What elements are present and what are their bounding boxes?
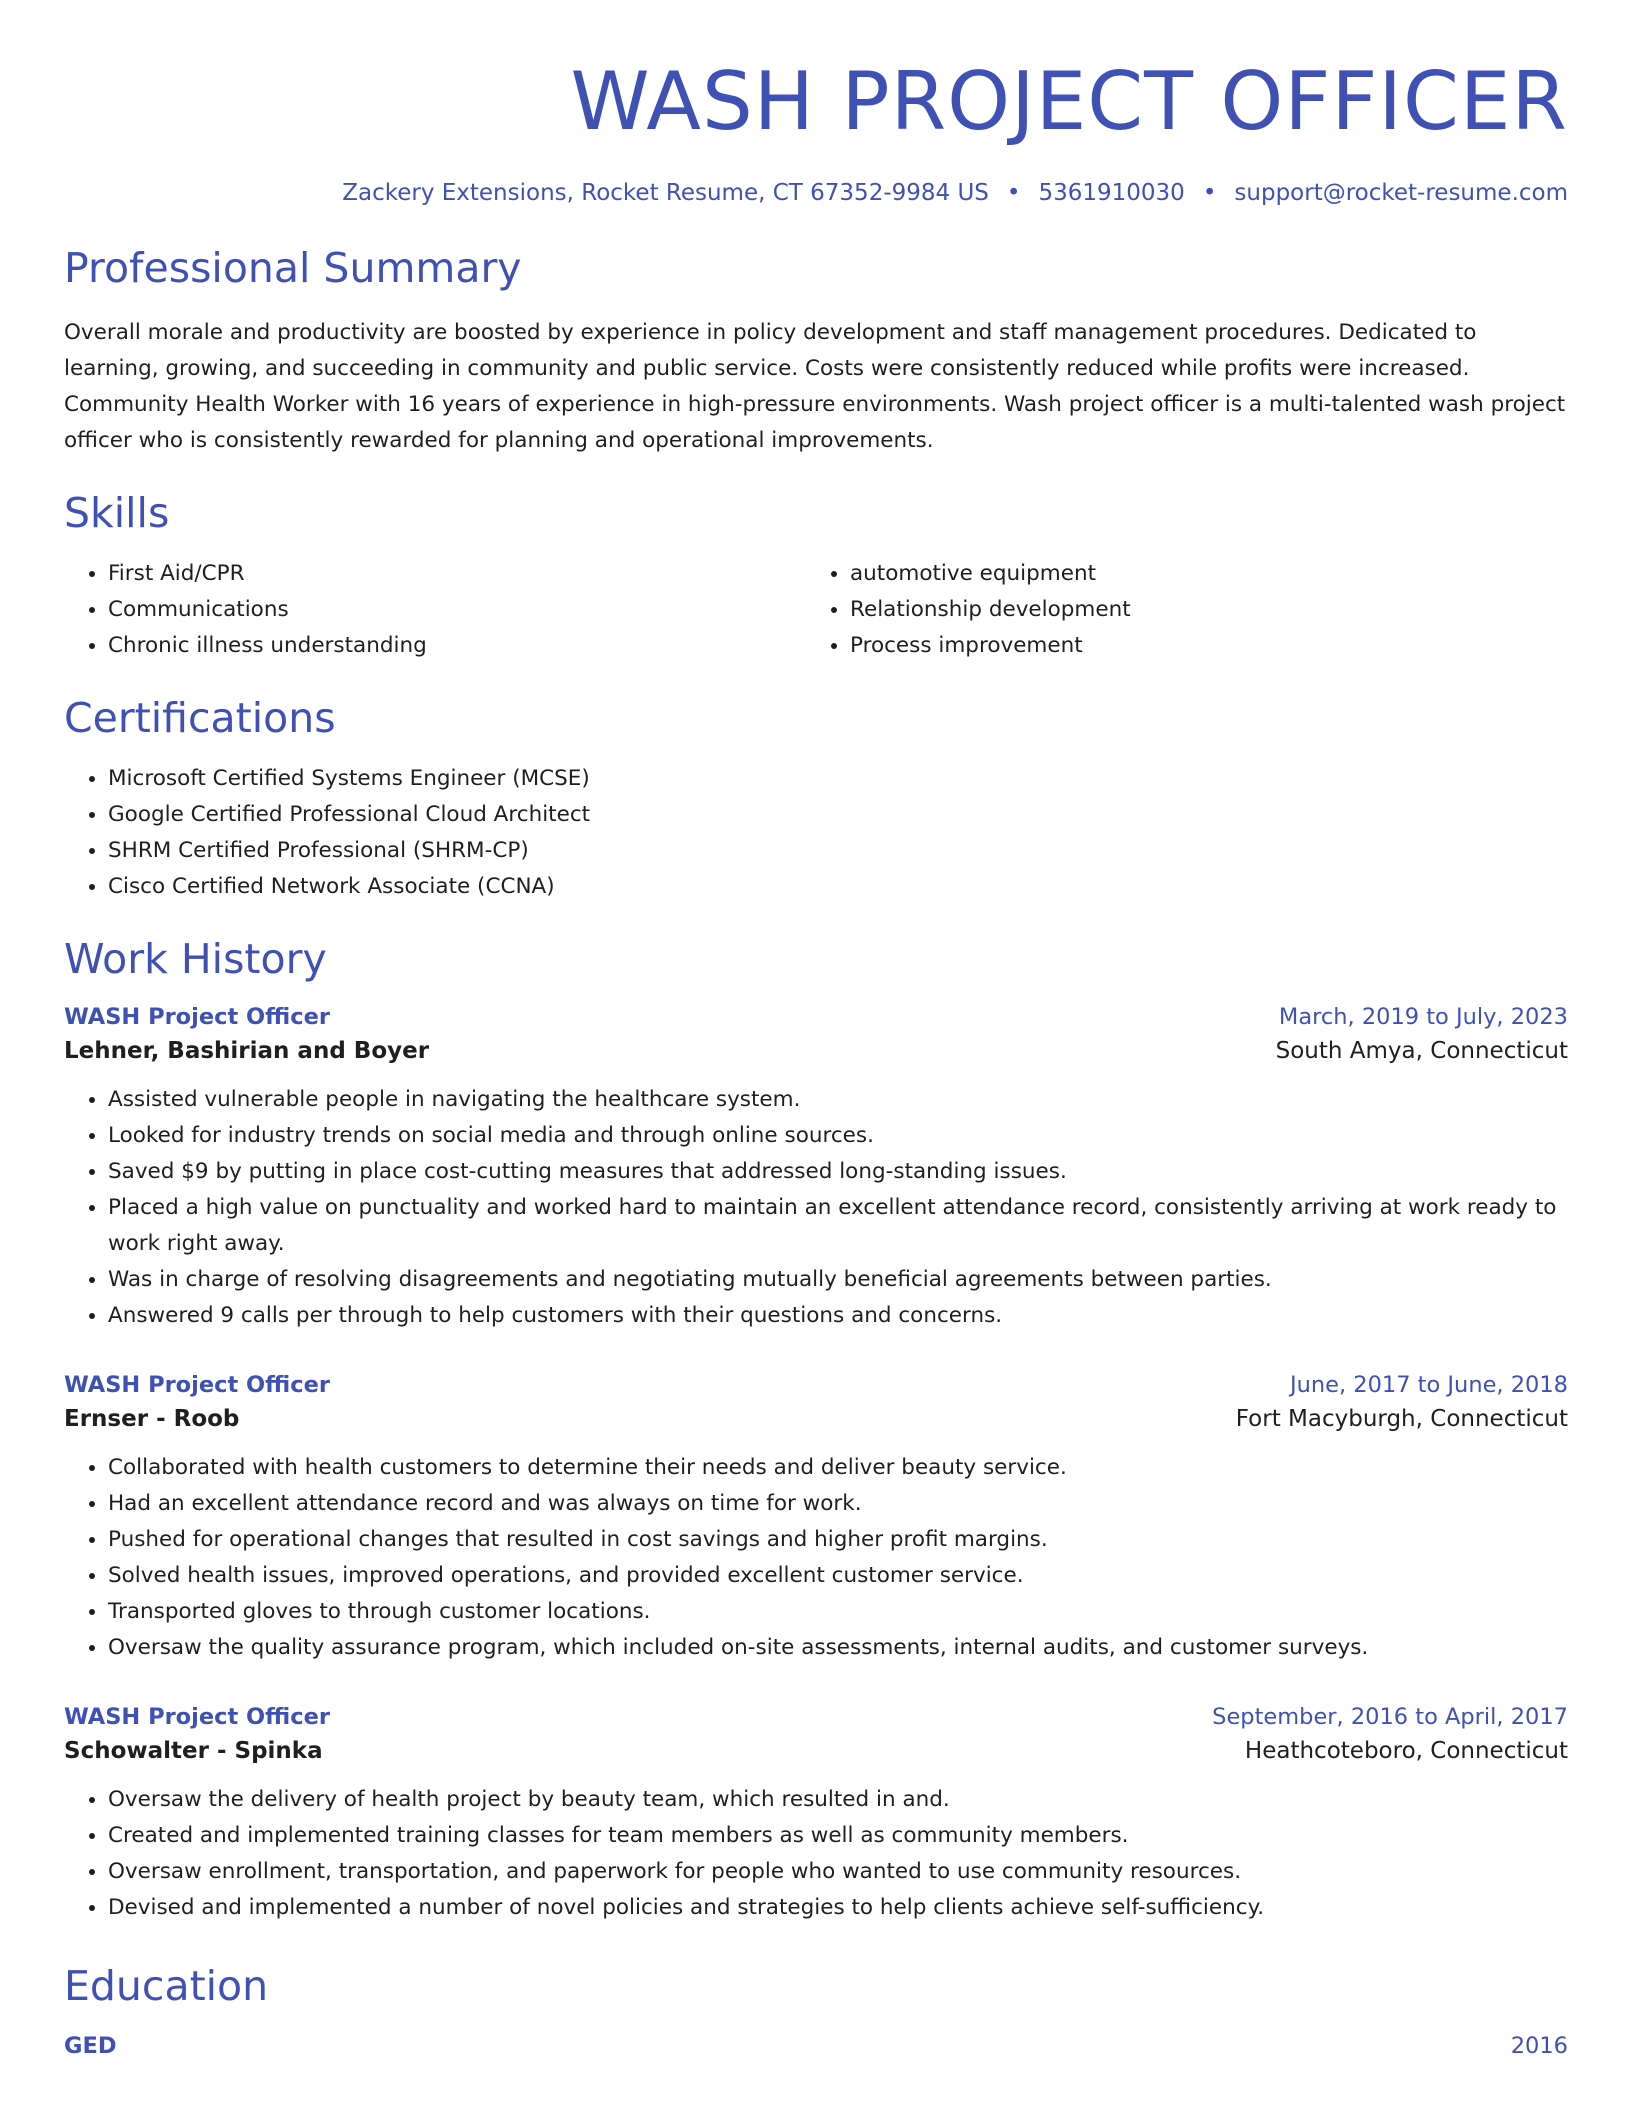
skills-list-left: [64, 556, 806, 664]
job-bullet: • Oversaw the delivery of health project by beauty team, which resulted in and.: [108, 1782, 1568, 1818]
job-company-row: [64, 1738, 1568, 1764]
skills-grid: [64, 556, 1568, 664]
summary-text: Overall morale and productivity are boosted by experience in policy development and staff management procedures. Dedicated to learning, growing, and succeeding in community and public service. Costs were consistently reduced while profits were increased. Community Health Worker with 16 years of experience in high-pressure environments. Wash project officer is a multi-talented wash project officer who is consistently rewarded for planning and operational improvements.: [64, 320, 1566, 453]
job-header-row: [64, 1704, 1568, 1730]
job-dates: June, 2017 to June, 2018: [1289, 1372, 1568, 1398]
job-bullet: • Pushed for operational changes that resulted in cost savings and higher profit margins.: [108, 1522, 1568, 1558]
job-company-row: [64, 1038, 1568, 1064]
job-location: Heathcoteboro, Connecticut: [1244, 1738, 1568, 1764]
section-title-work-history: Work History: [64, 935, 327, 983]
certification-item: • Cisco Certified Network Associate (CCNA): [108, 869, 1568, 905]
job-title: WASH Project Officer: [64, 1372, 330, 1398]
contact-separator: •: [1006, 180, 1021, 206]
job-bullets: [64, 1782, 1568, 1926]
job-bullet: • Had an excellent attendance record and was always on time for work.: [108, 1486, 1568, 1522]
job-company-row: [64, 1406, 1568, 1432]
job-company: Schowalter - Spinka: [64, 1738, 323, 1764]
job-bullet: • Assisted vulnerable people in navigating the healthcare system.: [108, 1082, 1568, 1118]
job-bullet: • Collaborated with health customers to determine their needs and deliver beauty service.: [108, 1450, 1568, 1486]
job-title: WASH Project Officer: [64, 1704, 330, 1730]
contact-phone: 5361910030: [1038, 180, 1185, 206]
certification-item: • Microsoft Certified Systems Engineer (MCSE): [108, 761, 1568, 797]
job-bullet: • Looked for industry trends on social media and through online sources.: [108, 1118, 1568, 1154]
job-bullet: • Saved $9 by putting in place cost-cutting measures that addressed long-standing issues.: [108, 1154, 1568, 1190]
section-title-skills: Skills: [64, 489, 170, 537]
education-year: 2016: [1510, 2033, 1568, 2059]
contact-separator: •: [1202, 180, 1217, 206]
skill-item: • Communications: [108, 592, 806, 628]
job-bullets: [64, 1082, 1568, 1334]
section-title-certifications: Certifications: [64, 694, 336, 742]
job-header-row: [64, 1004, 1568, 1030]
education-degree: GED: [64, 2033, 117, 2059]
certification-item: • SHRM Certified Professional (SHRM-CP): [108, 833, 1568, 869]
skill-item: • Chronic illness understanding: [108, 628, 806, 664]
job-entry: [64, 1372, 1568, 1666]
section-title-summary: Professional Summary: [64, 244, 522, 292]
job-bullet: • Placed a high value on punctuality and worked hard to maintain an excellent attendance record, consistently arriving at work ready to work right away.: [108, 1190, 1568, 1262]
job-dates: September, 2016 to April, 2017: [1212, 1704, 1568, 1730]
job-location: Fort Macyburgh, Connecticut: [1235, 1406, 1568, 1432]
job-bullet: • Oversaw the quality assurance program, which included on-site assessments, internal audits, and customer surveys.: [108, 1630, 1568, 1666]
job-bullet: • Was in charge of resolving disagreements and negotiating mutually beneficial agreements between parties.: [108, 1262, 1568, 1298]
job-bullet: • Answered 9 calls per through to help customers with their questions and concerns.: [108, 1298, 1568, 1334]
certification-item: • Google Certified Professional Cloud Architect: [108, 797, 1568, 833]
job-header-row: [64, 1372, 1568, 1398]
contact-email: support@rocket-resume.com: [1234, 180, 1568, 206]
job-company: Lehner, Bashirian and Boyer: [64, 1038, 430, 1064]
job-bullet: • Solved health issues, improved operations, and provided excellent customer service.: [108, 1558, 1568, 1594]
resume-title: WASH PROJECT OFFICER: [570, 55, 1568, 148]
contact-line: [64, 180, 1568, 206]
job-entry: [64, 1704, 1568, 1926]
education-entry: [64, 2033, 1568, 2059]
job-bullets: [64, 1450, 1568, 1666]
skill-item: • Process improvement: [850, 628, 1568, 664]
skills-list-right: [806, 556, 1568, 664]
job-bullet: • Devised and implemented a number of novel policies and strategies to help clients achieve self-sufficiency.: [108, 1890, 1568, 1926]
job-title: WASH Project Officer: [64, 1004, 330, 1030]
skill-item: • First Aid/CPR: [108, 556, 806, 592]
job-company: Ernser - Roob: [64, 1406, 240, 1432]
job-entry: [64, 1004, 1568, 1334]
job-dates: March, 2019 to July, 2023: [1278, 1004, 1568, 1030]
contact-address: Zackery Extensions, Rocket Resume, CT 67352-9984 US: [342, 180, 989, 206]
job-location: South Amya, Connecticut: [1275, 1038, 1568, 1064]
skill-item: • automotive equipment: [850, 556, 1568, 592]
certifications-list: [64, 761, 1568, 905]
skill-item: • Relationship development: [850, 592, 1568, 628]
job-bullet: • Created and implemented training classes for team members as well as community members.: [108, 1818, 1568, 1854]
job-bullet: • Oversaw enrollment, transportation, and paperwork for people who wanted to use community resources.: [108, 1854, 1568, 1890]
section-title-education: Education: [64, 1962, 269, 2010]
job-bullet: • Transported gloves to through customer locations.: [108, 1594, 1568, 1630]
